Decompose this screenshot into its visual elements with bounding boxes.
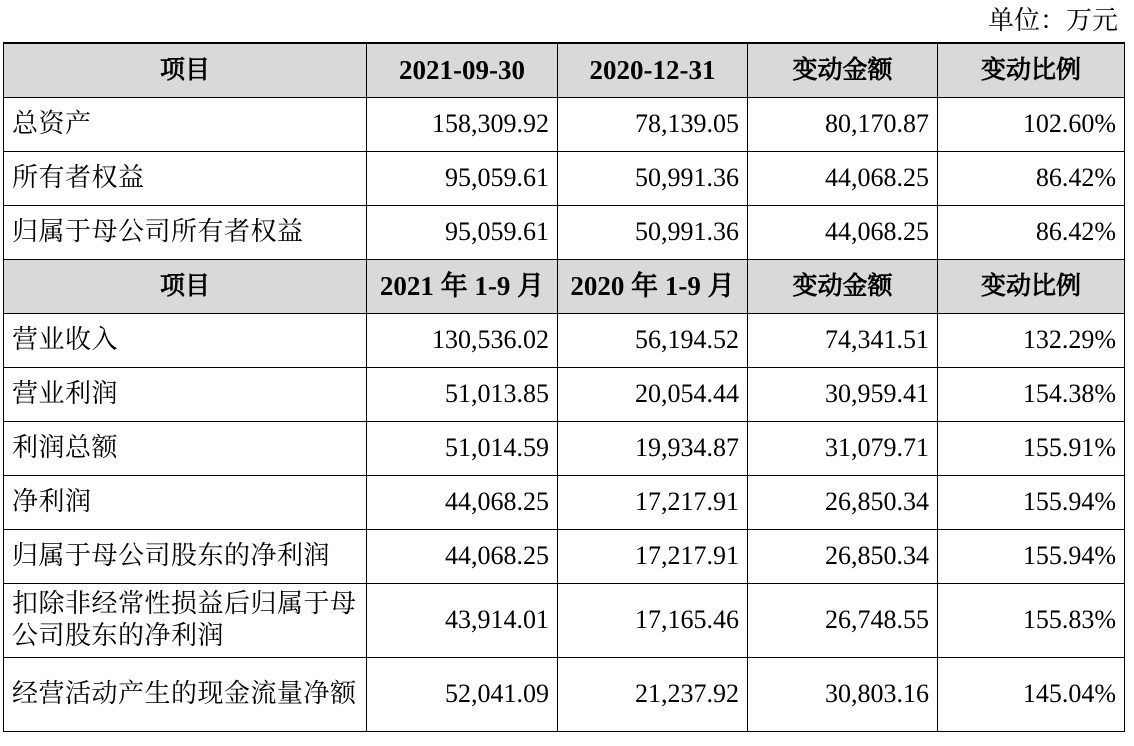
value-change: 44,068.25 (748, 205, 938, 259)
value-prior: 17,217.91 (558, 475, 748, 529)
header-change-ratio: 变动比例 (938, 43, 1125, 97)
value-current: 95,059.61 (367, 205, 558, 259)
value-current: 51,013.85 (367, 367, 558, 421)
value-prior: 20,054.44 (558, 367, 748, 421)
value-current: 44,068.25 (367, 475, 558, 529)
value-prior: 56,194.52 (558, 313, 748, 367)
row-label: 营业收入 (4, 313, 367, 367)
table-row (4, 97, 1125, 151)
header-date-2021: 2021-09-30 (367, 43, 558, 97)
value-prior: 17,165.46 (558, 583, 748, 657)
balance-section (4, 43, 1125, 259)
value-ratio: 86.42% (938, 205, 1125, 259)
header-item: 项目 (4, 43, 367, 97)
value-change: 26,748.55 (748, 583, 938, 657)
value-ratio: 102.60% (938, 97, 1125, 151)
table-row (4, 657, 1125, 731)
value-current: 52,041.09 (367, 657, 558, 731)
row-label: 归属于母公司所有者权益 (4, 205, 367, 259)
value-ratio: 155.94% (938, 475, 1125, 529)
row-label: 归属于母公司股东的净利润 (4, 529, 367, 583)
header-period-2021: 2021 年 1-9 月 (367, 259, 558, 313)
value-ratio: 155.91% (938, 421, 1125, 475)
table-row (4, 475, 1125, 529)
header-change-ratio: 变动比例 (938, 259, 1125, 313)
value-prior: 50,991.36 (558, 205, 748, 259)
row-label: 扣除非经常性损益后归属于母公司股东的净利润 (4, 583, 367, 657)
value-prior: 21,237.92 (558, 657, 748, 731)
header-change-amount: 变动金额 (748, 259, 938, 313)
value-change: 26,850.34 (748, 529, 938, 583)
value-change: 30,959.41 (748, 367, 938, 421)
table-row (4, 421, 1125, 475)
value-change: 74,341.51 (748, 313, 938, 367)
table-row (4, 583, 1125, 657)
balance-header-row (4, 43, 1125, 97)
value-change: 26,850.34 (748, 475, 938, 529)
unit-label: 单位：万元 (987, 6, 1118, 36)
value-current: 130,536.02 (367, 313, 558, 367)
financial-summary-table (3, 42, 1125, 732)
value-change: 30,803.16 (748, 657, 938, 731)
value-prior: 19,934.87 (558, 421, 748, 475)
value-ratio: 155.94% (938, 529, 1125, 583)
value-prior: 78,139.05 (558, 97, 748, 151)
value-current: 44,068.25 (367, 529, 558, 583)
value-ratio: 132.29% (938, 313, 1125, 367)
table-row (4, 313, 1125, 367)
table-row (4, 151, 1125, 205)
row-label: 总资产 (4, 97, 367, 151)
table-row (4, 205, 1125, 259)
header-change-amount: 变动金额 (748, 43, 938, 97)
value-ratio: 86.42% (938, 151, 1125, 205)
row-label: 经营活动产生的现金流量净额 (4, 657, 367, 731)
value-prior: 17,217.91 (558, 529, 748, 583)
value-current: 95,059.61 (367, 151, 558, 205)
income-header-row (4, 259, 1125, 313)
row-label: 利润总额 (4, 421, 367, 475)
table-row (4, 529, 1125, 583)
value-change: 44,068.25 (748, 151, 938, 205)
value-prior: 50,991.36 (558, 151, 748, 205)
table-row (4, 367, 1125, 421)
header-item: 项目 (4, 259, 367, 313)
value-ratio: 155.83% (938, 583, 1125, 657)
income-section (4, 259, 1125, 731)
value-ratio: 145.04% (938, 657, 1125, 731)
value-change: 80,170.87 (748, 97, 938, 151)
row-label: 营业利润 (4, 367, 367, 421)
value-change: 31,079.71 (748, 421, 938, 475)
row-label: 所有者权益 (4, 151, 367, 205)
row-label: 净利润 (4, 475, 367, 529)
header-period-2020: 2020 年 1-9 月 (558, 259, 748, 313)
value-current: 43,914.01 (367, 583, 558, 657)
value-ratio: 154.38% (938, 367, 1125, 421)
header-date-2020: 2020-12-31 (558, 43, 748, 97)
value-current: 51,014.59 (367, 421, 558, 475)
value-current: 158,309.92 (367, 97, 558, 151)
